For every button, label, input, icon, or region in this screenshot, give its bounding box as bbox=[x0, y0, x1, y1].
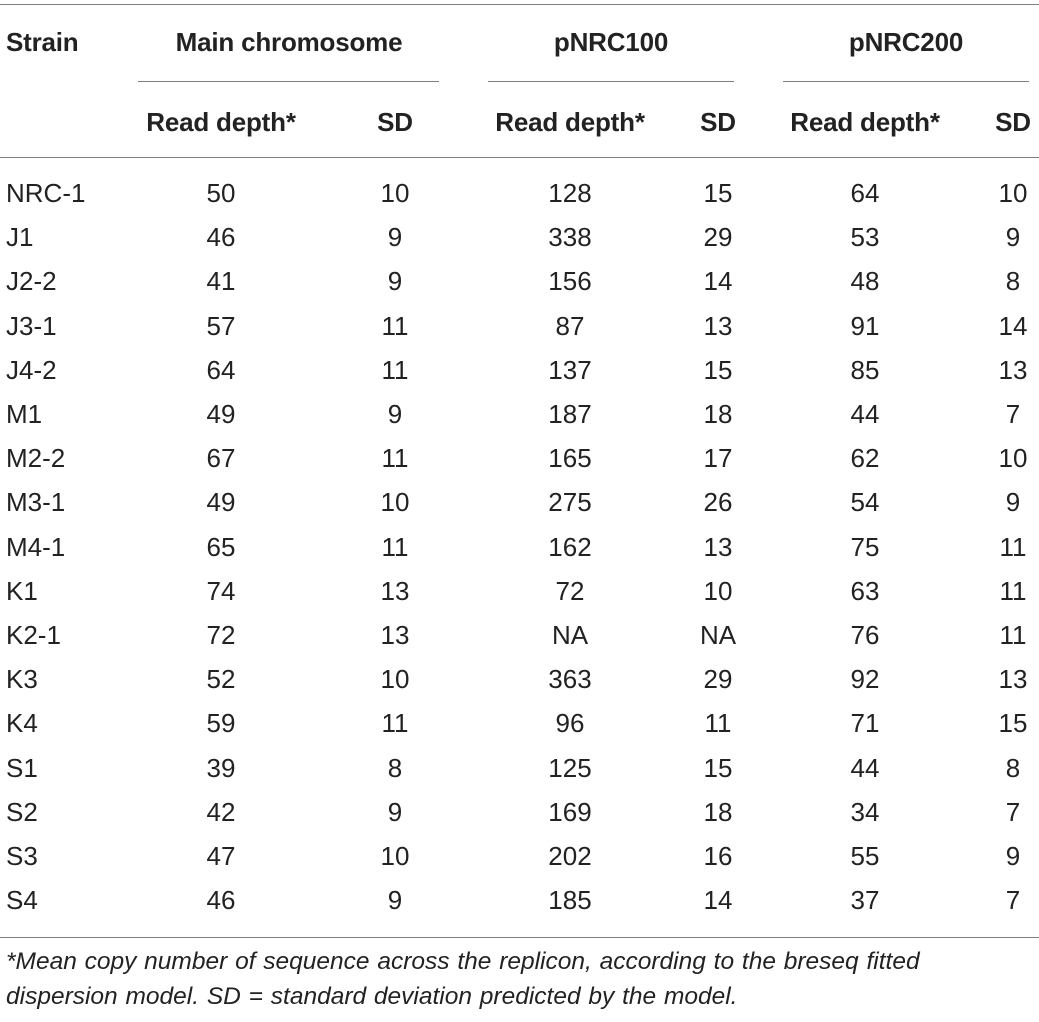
value-cell: 41 bbox=[206, 266, 236, 296]
value-cell: 14 bbox=[998, 311, 1028, 341]
value-cell: 44 bbox=[850, 753, 880, 783]
value-cell: 156 bbox=[548, 266, 592, 296]
value-cell: 14 bbox=[703, 885, 733, 915]
strain-cell: S3 bbox=[6, 841, 38, 871]
strain-cell: S2 bbox=[6, 797, 38, 827]
value-cell: 8 bbox=[1005, 266, 1021, 296]
value-cell: 29 bbox=[703, 222, 733, 252]
value-cell: 11 bbox=[381, 443, 409, 473]
strain-cell: M4-1 bbox=[6, 532, 66, 562]
strain-cell: M1 bbox=[6, 399, 43, 429]
subheader-read-depth: Read depth* bbox=[146, 107, 296, 137]
value-cell: 13 bbox=[380, 576, 410, 606]
value-cell: 9 bbox=[387, 797, 403, 827]
value-cell: 9 bbox=[1005, 222, 1021, 252]
value-cell: 8 bbox=[1005, 753, 1021, 783]
value-cell: 9 bbox=[387, 399, 403, 429]
value-cell: 202 bbox=[548, 841, 592, 871]
value-cell: 338 bbox=[548, 222, 592, 252]
value-cell: 11 bbox=[381, 708, 409, 738]
value-cell: 18 bbox=[703, 399, 733, 429]
strain-cell: NRC-1 bbox=[6, 178, 86, 208]
value-cell: 37 bbox=[850, 885, 880, 915]
value-cell: 47 bbox=[206, 841, 236, 871]
value-cell: 15 bbox=[703, 753, 733, 783]
group-header-main-chromosome: Main chromosome bbox=[175, 27, 403, 57]
value-cell: 64 bbox=[206, 355, 236, 385]
value-cell: 11 bbox=[704, 708, 732, 738]
subheader-sd: SD bbox=[377, 107, 413, 137]
subheader-read-depth: Read depth* bbox=[495, 107, 645, 137]
strain-cell: M3-1 bbox=[6, 487, 66, 517]
value-cell: 125 bbox=[548, 753, 592, 783]
subheader-read-depth: Read depth* bbox=[790, 107, 940, 137]
value-cell: 13 bbox=[998, 355, 1028, 385]
value-cell: 8 bbox=[387, 753, 403, 783]
value-cell: 26 bbox=[703, 487, 733, 517]
strain-cell: K1 bbox=[6, 576, 38, 606]
group-rule-pnrc100 bbox=[488, 81, 734, 82]
value-cell: 10 bbox=[380, 178, 410, 208]
value-cell: 9 bbox=[1005, 841, 1021, 871]
value-cell: 7 bbox=[1005, 399, 1021, 429]
value-cell: 67 bbox=[206, 443, 236, 473]
bottom-rule bbox=[0, 937, 1039, 938]
value-cell: 13 bbox=[703, 532, 733, 562]
value-cell: 10 bbox=[703, 576, 733, 606]
value-cell: 92 bbox=[850, 664, 880, 694]
group-rule-main-chromosome bbox=[138, 81, 439, 82]
value-cell: 52 bbox=[206, 664, 236, 694]
group-rule-pnrc200 bbox=[783, 81, 1029, 82]
value-cell: 11 bbox=[381, 532, 409, 562]
value-cell: 76 bbox=[850, 620, 880, 650]
strain-cell: K2-1 bbox=[6, 620, 61, 650]
header-rule bbox=[0, 157, 1039, 158]
value-cell: 13 bbox=[703, 311, 733, 341]
value-cell: 46 bbox=[206, 885, 236, 915]
value-cell: 9 bbox=[387, 885, 403, 915]
value-cell: 62 bbox=[850, 443, 880, 473]
value-cell: 11 bbox=[999, 620, 1027, 650]
value-cell: 55 bbox=[850, 841, 880, 871]
value-cell: 18 bbox=[703, 797, 733, 827]
value-cell: 10 bbox=[380, 487, 410, 517]
strain-cell: J3-1 bbox=[6, 311, 57, 341]
subheader-sd: SD bbox=[700, 107, 736, 137]
value-cell: 74 bbox=[206, 576, 236, 606]
value-cell: 10 bbox=[380, 841, 410, 871]
value-cell: 49 bbox=[206, 487, 236, 517]
value-cell: 71 bbox=[850, 708, 880, 738]
value-cell: 91 bbox=[850, 311, 880, 341]
value-cell: 169 bbox=[548, 797, 592, 827]
value-cell: 187 bbox=[548, 399, 592, 429]
value-cell: 72 bbox=[206, 620, 236, 650]
value-cell: 16 bbox=[703, 841, 733, 871]
strain-cell: J4-2 bbox=[6, 355, 57, 385]
value-cell: 48 bbox=[850, 266, 880, 296]
strain-header: Strain bbox=[6, 27, 79, 57]
value-cell: 54 bbox=[850, 487, 880, 517]
strain-cell: S1 bbox=[6, 753, 38, 783]
strain-cell: S4 bbox=[6, 885, 38, 915]
strain-cell: J1 bbox=[6, 222, 34, 252]
value-cell: 75 bbox=[850, 532, 880, 562]
value-cell: 13 bbox=[998, 664, 1028, 694]
value-cell: 10 bbox=[998, 443, 1028, 473]
strain-cell: M2-2 bbox=[6, 443, 66, 473]
value-cell: 44 bbox=[850, 399, 880, 429]
value-cell: 29 bbox=[703, 664, 733, 694]
value-cell: NA bbox=[551, 620, 589, 650]
value-cell: 57 bbox=[206, 311, 236, 341]
value-cell: 11 bbox=[999, 576, 1027, 606]
value-cell: 15 bbox=[703, 178, 733, 208]
value-cell: NA bbox=[699, 620, 737, 650]
group-header-pnrc100: pNRC100 bbox=[553, 27, 669, 57]
value-cell: 15 bbox=[703, 355, 733, 385]
strain-cell: J2-2 bbox=[6, 266, 57, 296]
value-cell: 50 bbox=[206, 178, 236, 208]
value-cell: 59 bbox=[206, 708, 236, 738]
value-cell: 9 bbox=[1005, 487, 1021, 517]
value-cell: 64 bbox=[850, 178, 880, 208]
value-cell: 13 bbox=[380, 620, 410, 650]
value-cell: 162 bbox=[548, 532, 592, 562]
value-cell: 87 bbox=[555, 311, 585, 341]
value-cell: 128 bbox=[548, 178, 592, 208]
table-footnote: *Mean copy number of sequence across the replicon, according to the breseq fitted dispersion model. SD = standard deviation predicted by the model. bbox=[6, 948, 920, 1010]
strain-cell: K4 bbox=[6, 708, 38, 738]
value-cell: 165 bbox=[548, 443, 592, 473]
value-cell: 275 bbox=[548, 487, 592, 517]
strain-cell: K3 bbox=[6, 664, 38, 694]
value-cell: 11 bbox=[381, 311, 409, 341]
value-cell: 11 bbox=[999, 532, 1027, 562]
value-cell: 11 bbox=[381, 355, 409, 385]
value-cell: 39 bbox=[206, 753, 236, 783]
value-cell: 185 bbox=[548, 885, 592, 915]
value-cell: 96 bbox=[555, 708, 585, 738]
value-cell: 34 bbox=[850, 797, 880, 827]
value-cell: 46 bbox=[206, 222, 236, 252]
value-cell: 363 bbox=[548, 664, 592, 694]
value-cell: 17 bbox=[703, 443, 733, 473]
value-cell: 65 bbox=[206, 532, 236, 562]
group-header-pnrc200: pNRC200 bbox=[848, 27, 964, 57]
value-cell: 10 bbox=[380, 664, 410, 694]
value-cell: 137 bbox=[548, 355, 592, 385]
value-cell: 42 bbox=[206, 797, 236, 827]
subheader-sd: SD bbox=[995, 107, 1031, 137]
value-cell: 7 bbox=[1005, 885, 1021, 915]
value-cell: 53 bbox=[850, 222, 880, 252]
value-cell: 49 bbox=[206, 399, 236, 429]
value-cell: 14 bbox=[703, 266, 733, 296]
value-cell: 9 bbox=[387, 266, 403, 296]
top-rule bbox=[0, 4, 1039, 5]
value-cell: 7 bbox=[1005, 797, 1021, 827]
value-cell: 10 bbox=[998, 178, 1028, 208]
value-cell: 85 bbox=[850, 355, 880, 385]
value-cell: 15 bbox=[998, 708, 1028, 738]
value-cell: 72 bbox=[555, 576, 585, 606]
value-cell: 9 bbox=[387, 222, 403, 252]
value-cell: 63 bbox=[850, 576, 880, 606]
